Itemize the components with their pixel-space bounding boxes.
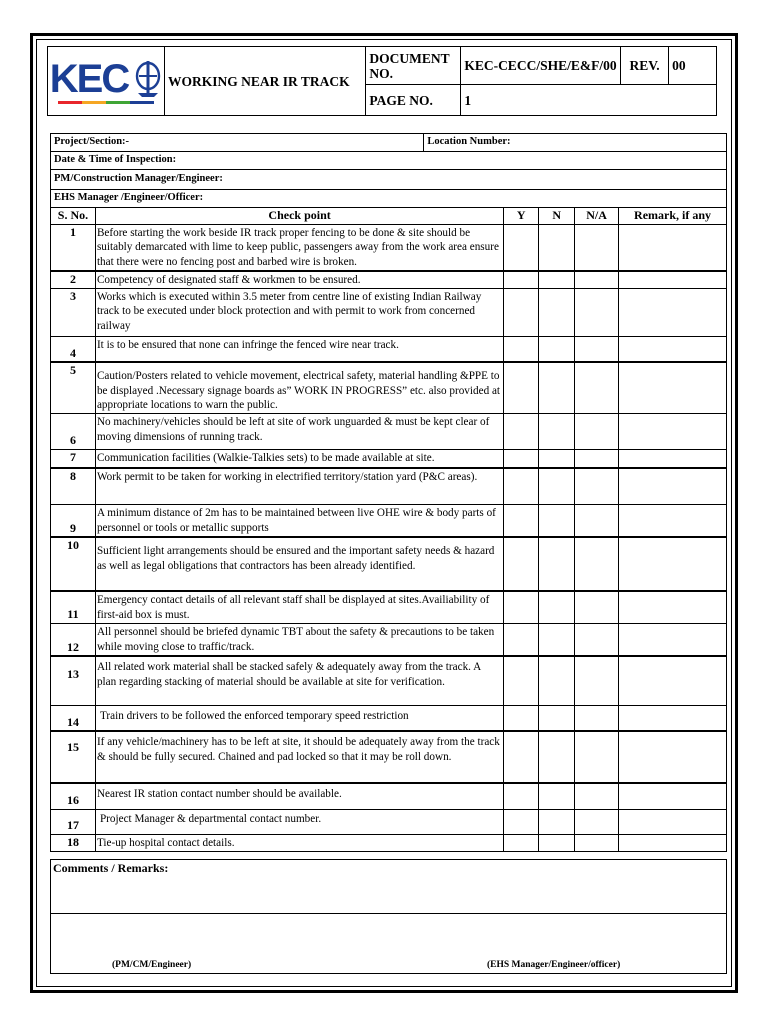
yes-cell[interactable]	[504, 537, 539, 591]
yes-cell[interactable]	[504, 656, 539, 705]
yes-cell[interactable]	[504, 362, 539, 413]
no-cell[interactable]	[539, 336, 575, 362]
checkpoint-text: Works which is executed within 3.5 meter from centre line of existing Indian Railway track to be executed under block protection and with permit to work from concerned railway	[95, 288, 503, 336]
checkpoint-text: It is to be ensured that none can infringe the fenced wire near track.	[95, 336, 503, 362]
row-number: 14	[51, 705, 96, 731]
checkpoint-text: Competency of designated staff & workmen to be ensured.	[95, 271, 503, 288]
yes-cell[interactable]	[504, 834, 539, 851]
checklist-row	[51, 623, 727, 656]
remark-cell[interactable]	[619, 623, 727, 656]
company-logo	[48, 47, 165, 116]
remark-cell[interactable]	[619, 362, 727, 413]
checklist-row	[51, 413, 727, 449]
yes-cell[interactable]	[504, 449, 539, 468]
checklist-row	[51, 362, 727, 413]
checklist-row	[51, 834, 727, 851]
comments-remarks-field[interactable]: Comments / Remarks:	[51, 860, 727, 914]
remark-cell[interactable]	[619, 288, 727, 336]
checklist-row	[51, 449, 727, 468]
checkpoint-text: No machinery/vehicles should be left at site of work unguarded & must be kept clear of moving dimensions of running track.	[95, 413, 503, 449]
row-number: 1	[51, 224, 96, 271]
na-cell[interactable]	[575, 504, 619, 537]
na-cell[interactable]	[575, 537, 619, 591]
checklist-row	[51, 336, 727, 362]
na-cell[interactable]	[575, 656, 619, 705]
checklist-row	[51, 504, 727, 537]
checkpoint-text: Communication facilities (Walkie-Talkies sets) to be made available at site.	[95, 449, 503, 468]
no-cell[interactable]	[539, 783, 575, 809]
na-cell[interactable]	[575, 468, 619, 504]
checkpoint-text: Tie-up hospital contact details.	[95, 834, 503, 851]
checkpoint-text: Caution/Posters related to vehicle movement, electrical safety, material handling &PPE to be displayed .Necessary signage boards as” WORK IN PROGRESS” etc. also provided at appropriate locations to warn the public.	[95, 362, 503, 413]
checklist-row	[51, 224, 727, 271]
yes-cell[interactable]	[504, 224, 539, 271]
remark-cell[interactable]	[619, 449, 727, 468]
checklist-row	[51, 271, 727, 288]
col-no: N	[539, 207, 575, 224]
remark-cell[interactable]	[619, 537, 727, 591]
document-header	[47, 46, 717, 116]
signature-area	[51, 914, 727, 974]
logo-color-stripe	[58, 101, 154, 104]
rev-label: REV.	[621, 47, 669, 85]
yes-cell[interactable]	[504, 731, 539, 783]
na-cell[interactable]	[575, 336, 619, 362]
checklist-row	[51, 468, 727, 504]
logo-wordmark: KEC	[49, 56, 129, 101]
na-cell[interactable]	[575, 705, 619, 731]
na-cell[interactable]	[575, 224, 619, 271]
page-no-label: PAGE NO.	[366, 85, 461, 116]
checkpoint-text: Nearest IR station contact number should be available.	[95, 783, 503, 809]
checkpoint-text: All personnel should be briefed dynamic TBT about the safety & precautions to be taken while moving close to traffic/track.	[95, 623, 503, 656]
pm-signature-label: (PM/CM/Engineer)	[112, 960, 192, 970]
row-number: 7	[51, 449, 96, 468]
checklist-row	[51, 537, 727, 591]
remark-cell[interactable]	[619, 705, 727, 731]
remark-cell[interactable]	[619, 656, 727, 705]
row-number: 9	[51, 504, 96, 537]
remark-cell[interactable]	[619, 731, 727, 783]
yes-cell[interactable]	[504, 271, 539, 288]
remark-cell[interactable]	[619, 809, 727, 834]
project-section-field: Project/Section:-	[51, 134, 424, 152]
checkpoint-text: If any vehicle/machinery has to be left at site, it should be adequately away from the track & should be fully secured. Chained and pad locked so that it may be roll down.	[95, 731, 503, 783]
checkpoint-text: Work permit to be taken for working in electrified territory/station yard (P&C areas).	[95, 468, 503, 504]
row-number: 5	[51, 362, 96, 413]
yes-cell[interactable]	[504, 809, 539, 834]
remark-cell[interactable]	[619, 834, 727, 851]
no-cell[interactable]	[539, 809, 575, 834]
na-cell[interactable]	[575, 809, 619, 834]
checklist-row	[51, 809, 727, 834]
pm-manager-field: PM/Construction Manager/Engineer:	[51, 170, 727, 190]
checklist-row	[51, 591, 727, 623]
yes-cell[interactable]	[504, 336, 539, 362]
row-number: 18	[51, 834, 96, 851]
row-number: 13	[51, 656, 96, 705]
remark-cell[interactable]	[619, 336, 727, 362]
na-cell[interactable]	[575, 731, 619, 783]
yes-cell[interactable]	[504, 623, 539, 656]
row-number: 10	[51, 537, 96, 591]
ehs-signature-label: (EHS Manager/Engineer/officer)	[487, 960, 621, 970]
col-na: N/A	[575, 207, 619, 224]
signature-section	[50, 913, 727, 974]
checkpoint-text: Emergency contact details of all relevant staff shall be displayed at sites.Availiability of first-aid box is must.	[95, 591, 503, 623]
checklist-row	[51, 731, 727, 783]
col-remark: Remark, if any	[619, 207, 727, 224]
document-no-value: KEC-CECC/SHE/E&F/00	[461, 47, 621, 85]
checklist-row	[51, 705, 727, 731]
yes-cell[interactable]	[504, 413, 539, 449]
no-cell[interactable]	[539, 362, 575, 413]
ehs-manager-field: EHS Manager /Engineer/Officer:	[51, 190, 727, 208]
yes-cell[interactable]	[504, 705, 539, 731]
document-no-label: DOCUMENT NO.	[366, 47, 461, 85]
row-number: 17	[51, 809, 96, 834]
no-cell[interactable]	[539, 591, 575, 623]
na-cell[interactable]	[575, 271, 619, 288]
checkpoint-text: All related work material shall be stacked safely & adequately away from the track. A plan regarding stacking of material should be available at site for verification.	[95, 656, 503, 705]
yes-cell[interactable]	[504, 504, 539, 537]
yes-cell[interactable]	[504, 591, 539, 623]
rev-value: 00	[669, 47, 717, 85]
logo-emblem-icon	[134, 59, 162, 99]
col-checkpoint: Check point	[95, 207, 503, 224]
document-title: WORKING NEAR IR TRACK	[164, 47, 365, 116]
row-number: 3	[51, 288, 96, 336]
comments-section	[50, 859, 727, 914]
row-number: 16	[51, 783, 96, 809]
remark-cell[interactable]	[619, 591, 727, 623]
checkpoint-text: Before starting the work beside IR track proper fencing to be done & site should be suitably demarcated with lime to keep public, passengers away from the work area ensure that there were no fencing post and barbed wire is broken.	[95, 224, 503, 271]
checkpoint-text: Train drivers to be followed the enforced temporary speed restriction	[95, 705, 503, 731]
no-cell[interactable]	[539, 449, 575, 468]
yes-cell[interactable]	[504, 288, 539, 336]
checklist-row	[51, 288, 727, 336]
location-number-field: Location Number:	[424, 134, 727, 152]
inspection-date-field: Date & Time of Inspection:	[51, 152, 727, 170]
remark-cell[interactable]	[619, 224, 727, 271]
remark-cell[interactable]	[619, 783, 727, 809]
checkpoint-text: A minimum distance of 2m has to be maintained between live OHE wire & body parts of personnel or tools or metallic supports	[95, 504, 503, 537]
no-cell[interactable]	[539, 731, 575, 783]
na-cell[interactable]	[575, 591, 619, 623]
no-cell[interactable]	[539, 656, 575, 705]
page-no-value: 1	[461, 85, 717, 116]
na-cell[interactable]	[575, 413, 619, 449]
yes-cell[interactable]	[504, 783, 539, 809]
remark-cell[interactable]	[619, 504, 727, 537]
no-cell[interactable]	[539, 413, 575, 449]
checkpoint-text: Project Manager & departmental contact number.	[95, 809, 503, 834]
no-cell[interactable]	[539, 834, 575, 851]
checklist-row	[51, 656, 727, 705]
na-cell[interactable]	[575, 449, 619, 468]
no-cell[interactable]	[539, 224, 575, 271]
yes-cell[interactable]	[504, 468, 539, 504]
checkpoint-text: Sufficient light arrangements should be ensured and the important safety needs & hazard as well as legal obligations that contractors has been already identified.	[95, 537, 503, 591]
na-cell[interactable]	[575, 834, 619, 851]
row-number: 8	[51, 468, 96, 504]
row-number: 12	[51, 623, 96, 656]
na-cell[interactable]	[575, 783, 619, 809]
row-number: 6	[51, 413, 96, 449]
na-cell[interactable]	[575, 623, 619, 656]
no-cell[interactable]	[539, 468, 575, 504]
no-cell[interactable]	[539, 288, 575, 336]
no-cell[interactable]	[539, 504, 575, 537]
row-number: 15	[51, 731, 96, 783]
na-cell[interactable]	[575, 288, 619, 336]
no-cell[interactable]	[539, 537, 575, 591]
row-number: 11	[51, 591, 96, 623]
row-number: 2	[51, 271, 96, 288]
col-yes: Y	[504, 207, 539, 224]
no-cell[interactable]	[539, 705, 575, 731]
no-cell[interactable]	[539, 271, 575, 288]
checklist-row	[51, 783, 727, 809]
remark-cell[interactable]	[619, 413, 727, 449]
checklist-table	[50, 133, 727, 852]
remark-cell[interactable]	[619, 468, 727, 504]
col-sno: S. No.	[51, 207, 96, 224]
no-cell[interactable]	[539, 623, 575, 656]
remark-cell[interactable]	[619, 271, 727, 288]
row-number: 4	[51, 336, 96, 362]
na-cell[interactable]	[575, 362, 619, 413]
